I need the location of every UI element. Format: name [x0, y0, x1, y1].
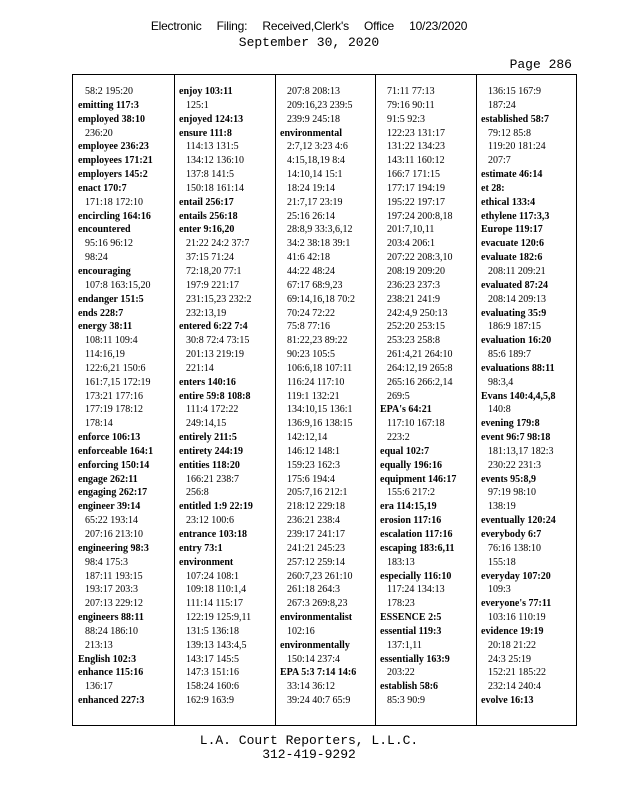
index-reference: 205:7,16 212:1	[287, 487, 348, 499]
index-reference: 30:8 72:4 73:15	[186, 335, 250, 347]
index-reference: 34:2 38:18 39:1	[287, 238, 351, 250]
index-reference: 131:5 136:18	[186, 625, 240, 637]
index-term: evaluations 88:11	[481, 362, 555, 374]
index-reference: 117:24 134:13	[387, 584, 445, 596]
index-term: emitting 117:3	[78, 99, 139, 111]
index-term: encouraging	[78, 265, 131, 277]
index-reference: 231:15,23 232:2	[186, 293, 252, 305]
index-reference: 201:13 219:19	[186, 349, 245, 361]
index-reference: 269:5	[387, 390, 410, 402]
index-reference: 107:8 163:15,20	[85, 279, 151, 291]
index-term: entirely 211:5	[179, 432, 237, 444]
index-term: engaging 262:17	[78, 487, 148, 499]
index-term: entail 256:17	[179, 196, 234, 208]
index-reference: 65:22 193:14	[85, 515, 139, 527]
index-reference: 122:6,21 150:6	[85, 362, 146, 374]
index-term: equipment 146:17	[380, 473, 457, 485]
index-reference: 116:24 117:10	[287, 376, 345, 388]
index-reference: 102:16	[287, 625, 315, 637]
index-reference: 181:13,17 182:3	[488, 445, 554, 457]
index-reference: 264:12,19 265:8	[387, 362, 453, 374]
index-reference: 207:8 208:13	[287, 86, 341, 97]
index-term: enforce 106:13	[78, 432, 141, 444]
index-reference: 207:7	[488, 155, 511, 167]
index-term: Evans 140:4,4,5,8	[481, 390, 556, 402]
index-reference: 97:19 98:10	[488, 487, 537, 499]
index-term: entirety 244:19	[179, 445, 243, 457]
index-reference: 142:12,14	[287, 432, 328, 444]
index-term: enhanced 227:3	[78, 695, 145, 707]
index-reference: 267:3 269:8,23	[287, 598, 348, 610]
filing-label: Filing:	[216, 19, 248, 33]
index-reference: 208:19 209:20	[387, 265, 446, 277]
filing-electronic: Electronic	[150, 19, 202, 33]
index-reference: 76:16 138:10	[488, 542, 542, 554]
index-reference: 41:6 42:18	[287, 252, 331, 264]
index-term: entities 118:20	[179, 459, 240, 471]
index-term: et 28:	[481, 182, 505, 194]
index-reference: 134:12 136:10	[186, 155, 245, 167]
index-reference: 178:23	[387, 598, 415, 610]
index-term: endanger 151:5	[78, 293, 144, 305]
index-term: EPA's 64:21	[380, 404, 432, 416]
index-reference: 193:17 203:3	[85, 584, 139, 596]
index-term: entire 59:8 108:8	[179, 390, 251, 402]
index-term: ensure 111:8	[179, 127, 232, 139]
index-term: enters 140:16	[179, 376, 236, 388]
index-reference: 155:6 217:2	[387, 487, 436, 499]
index-term: environmentalist	[280, 612, 353, 624]
filing-date: 10/23/2020	[409, 19, 468, 33]
index-reference: 147:3 151:16	[186, 667, 240, 679]
index-reference: 70:24 72:22	[287, 307, 336, 319]
index-column-1	[78, 85, 174, 708]
index-term: environmentally	[280, 639, 350, 651]
index-reference: 257:12 259:14	[287, 556, 346, 568]
index-term: encountered	[78, 224, 131, 236]
index-reference: 18:24 19:14	[287, 182, 336, 194]
column-divider	[275, 75, 276, 725]
index-term: everybody 6:7	[481, 529, 542, 540]
index-reference: 207:22 208:3,10	[387, 252, 453, 264]
index-term: escalation 117:16	[380, 529, 453, 540]
index-term: evacuate 120:6	[481, 238, 545, 250]
index-reference: 91:5 92:3	[387, 113, 426, 125]
index-term: engage 262:11	[78, 473, 138, 485]
index-reference: 166:7 171:15	[387, 169, 441, 181]
index-reference: 183:13	[387, 556, 415, 568]
index-reference: 221:14	[186, 362, 214, 374]
index-term: ESSENCE 2:5	[380, 612, 442, 624]
index-reference: 109:3	[488, 584, 511, 596]
index-reference: 122:23 131:17	[387, 127, 446, 139]
index-reference: 111:4 172:22	[186, 404, 239, 416]
index-reference: 39:24 40:7 65:9	[287, 695, 351, 707]
index-reference: 21:22 24:2 37:7	[186, 238, 250, 250]
index-reference: 140:8	[488, 404, 511, 416]
index-reference: 249:14,15	[186, 418, 227, 430]
index-reference: 136:17	[85, 681, 113, 693]
index-reference: 209:16,23 239:5	[287, 99, 353, 111]
index-reference: 79:16 90:11	[387, 99, 435, 111]
index-reference: 117:10 167:18	[387, 418, 445, 430]
filing-received: Received,Clerk's	[262, 19, 349, 33]
index-reference: 187:11 193:15	[85, 570, 143, 582]
index-term: establish 58:6	[380, 681, 439, 693]
index-reference: 253:23 258:8	[387, 335, 441, 347]
index-reference: 88:24 186:10	[85, 625, 139, 637]
index-term: evidence 19:19	[481, 625, 544, 637]
index-reference: 236:23 237:3	[387, 279, 441, 291]
index-reference: 137:8 141:5	[186, 169, 235, 181]
index-reference: 4:15,18,19 8:4	[287, 155, 346, 167]
index-reference: 75:8 77:16	[287, 321, 331, 333]
index-reference: 137:1,11	[387, 639, 422, 651]
index-term: Europe 119:17	[481, 224, 543, 236]
index-reference: 79:12 85:8	[488, 127, 532, 139]
index-reference: 252:20 253:15	[387, 321, 446, 333]
index-term: entered 6:22 7:4	[179, 321, 248, 333]
index-reference: 33:14 36:12	[287, 681, 336, 693]
index-reference: 14:10,14 15:1	[287, 169, 343, 181]
index-reference: 98:24	[85, 252, 108, 264]
index-term: environment	[179, 556, 234, 568]
index-reference: 28:8,9 33:3,6,12	[287, 224, 353, 236]
index-reference: 131:22 134:23	[387, 141, 446, 153]
index-reference: 207:16 213:10	[85, 529, 144, 540]
index-reference: 143:17 145:5	[186, 653, 240, 665]
index-term: equally 196:16	[380, 459, 442, 471]
index-reference: 150:14 237:4	[287, 653, 341, 665]
index-term: EPA 5:3 7:14 14:6	[280, 667, 357, 679]
index-term: everyday 107:20	[481, 570, 551, 582]
index-reference: 186:9 187:15	[488, 321, 542, 333]
index-reference: 256:8	[186, 487, 209, 499]
index-reference: 134:10,15 136:1	[287, 404, 353, 416]
reporter-phone: 312-419-9292	[262, 747, 356, 762]
index-reference: 67:17 68:9,23	[287, 279, 343, 291]
index-term: ethylene 117:3,3	[481, 210, 550, 222]
transcript-date: September 30, 2020	[238, 35, 380, 50]
index-reference: 208:14 209:13	[488, 293, 547, 305]
index-column-3	[280, 85, 376, 708]
index-term: English 102:3	[78, 653, 137, 665]
index-term: eventually 120:24	[481, 515, 556, 527]
index-reference: 261:18 264:3	[287, 584, 341, 596]
index-reference: 242:4,9 250:13	[387, 307, 448, 319]
index-reference: 107:24 108:1	[186, 570, 240, 582]
index-reference: 218:12 229:18	[287, 501, 346, 513]
index-reference: 178:14	[85, 418, 113, 430]
index-term: energy 38:11	[78, 321, 133, 333]
index-term: environmental	[280, 127, 343, 139]
index-reference: 98:4 175:3	[85, 556, 129, 568]
index-reference: 21:7,17 23:19	[287, 196, 343, 208]
index-reference: 232:13,19	[186, 307, 227, 319]
index-reference: 171:18 172:10	[85, 196, 144, 208]
filing-office: Office	[364, 19, 394, 33]
index-reference: 44:22 48:24	[287, 265, 336, 277]
page-number: Page 286	[509, 57, 572, 72]
index-reference: 158:24 160:6	[186, 681, 240, 693]
index-term: events 95:8,9	[481, 473, 536, 485]
index-reference: 103:16 110:19	[488, 612, 546, 624]
index-term: ends 228:7	[78, 307, 124, 319]
index-reference: 195:22 197:17	[387, 196, 446, 208]
index-term: especially 116:10	[380, 570, 452, 582]
index-reference: 106:6,18 107:11	[287, 362, 353, 374]
index-term: erosion 117:16	[380, 515, 442, 527]
index-reference: 201:7,10,11	[387, 224, 435, 236]
index-term: evolve 16:13	[481, 695, 534, 707]
index-term: employees 171:21	[78, 155, 153, 167]
index-column-2	[179, 85, 275, 708]
index-reference: 177:19 178:12	[85, 404, 144, 416]
index-reference: 71:11 77:13	[387, 86, 435, 97]
index-reference: 37:15 71:24	[186, 252, 235, 264]
index-reference: 161:7,15 172:19	[85, 376, 151, 388]
index-term: engineering 98:3	[78, 542, 149, 554]
index-reference: 24:3 25:19	[488, 653, 532, 665]
index-reference: 232:14 240:4	[488, 681, 542, 693]
index-reference: 25:16 26:14	[287, 210, 336, 222]
index-reference: 146:12 148:1	[287, 445, 341, 457]
index-reference: 114:13 131:5	[186, 141, 239, 153]
index-column-5	[481, 85, 577, 708]
index-term: evening 179:8	[481, 418, 540, 430]
index-reference: 236:20	[85, 127, 113, 139]
index-term: enforcing 150:14	[78, 459, 150, 471]
index-reference: 166:21 238:7	[186, 473, 240, 485]
index-term: entry 73:1	[179, 542, 223, 554]
index-reference: 72:18,20 77:1	[186, 265, 242, 277]
index-term: employers 145:2	[78, 169, 148, 181]
index-reference: 152:21 185:22	[488, 667, 547, 679]
index-reference: 85:6 189:7	[488, 349, 532, 361]
index-reference: 58:2 195:20	[85, 86, 134, 97]
index-reference: 20:18 21:22	[488, 639, 537, 651]
index-term: evaluate 182:6	[481, 252, 543, 264]
index-term: enjoyed 124:13	[179, 113, 244, 125]
index-term: essentially 163:9	[380, 653, 450, 665]
index-term: entails 256:18	[179, 210, 238, 222]
index-reference: 213:13	[85, 639, 113, 651]
index-term: employed 38:10	[78, 113, 145, 125]
index-reference: 95:16 96:12	[85, 238, 134, 250]
index-reference: 69:14,16,18 70:2	[287, 293, 356, 305]
index-reference: 23:12 100:6	[186, 515, 235, 527]
index-reference: 90:23 105:5	[287, 349, 336, 361]
index-reference: 162:9 163:9	[186, 695, 235, 707]
reporter-company: L.A. Court Reporters, L.L.C.	[199, 733, 419, 748]
index-term: enforceable 164:1	[78, 445, 154, 457]
index-reference: 2:7,12 3:23 4:6	[287, 141, 348, 153]
index-reference: 223:2	[387, 432, 410, 444]
index-term: engineers 88:11	[78, 612, 144, 624]
index-reference: 114:16,19	[85, 349, 125, 361]
index-term: enhance 115:16	[78, 667, 144, 679]
index-reference: 197:9 221:17	[186, 279, 240, 291]
index-reference: 111:14 115:17	[186, 598, 243, 610]
index-term: escaping 183:6,11	[380, 542, 455, 554]
index-reference: 175:6 194:4	[287, 473, 336, 485]
index-reference: 119:1 132:21	[287, 390, 340, 402]
index-term: encircling 164:16	[78, 210, 151, 222]
index-reference: 239:17 241:17	[287, 529, 346, 540]
index-reference: 81:22,23 89:22	[287, 335, 348, 347]
column-divider	[476, 75, 477, 725]
index-reference: 236:21 238:4	[287, 515, 341, 527]
index-reference: 177:17 194:19	[387, 182, 446, 194]
index-term: essential 119:3	[380, 625, 442, 637]
index-reference: 261:4,21 264:10	[387, 349, 453, 361]
index-reference: 203:4 206:1	[387, 238, 436, 250]
index-reference: 108:11 109:4	[85, 335, 138, 347]
index-reference: 208:11 209:21	[488, 265, 546, 277]
index-column-4	[380, 85, 476, 708]
index-term: event 96:7 98:18	[481, 432, 551, 444]
index-reference: 265:16 266:2,14	[387, 376, 453, 388]
index-reference: 119:20 181:24	[488, 141, 546, 153]
index-reference: 197:24 200:8,18	[387, 210, 453, 222]
index-reference: 138:19	[488, 501, 516, 513]
index-reference: 98:3,4	[488, 376, 514, 388]
index-reference: 150:18 161:14	[186, 182, 245, 194]
filing-header	[0, 19, 618, 33]
index-reference: 109:18 110:1,4	[186, 584, 247, 596]
index-reference: 85:3 90:9	[387, 695, 426, 707]
index-term: enter 9:16,20	[179, 224, 235, 236]
index-reference: 125:1	[186, 99, 209, 111]
index-term: estimate 46:14	[481, 169, 543, 181]
index-term: ethical 133:4	[481, 196, 536, 208]
index-term: enact 170:7	[78, 182, 127, 194]
index-reference: 187:24	[488, 99, 516, 111]
index-reference: 238:21 241:9	[387, 293, 441, 305]
index-reference: 155:18	[488, 556, 516, 568]
index-reference: 143:11 160:12	[387, 155, 445, 167]
index-reference: 230:22 231:3	[488, 459, 542, 471]
index-term: entrance 103:18	[179, 529, 248, 540]
index-reference: 136:9,16 138:15	[287, 418, 353, 430]
word-index-box	[72, 74, 577, 726]
index-reference: 207:13 229:12	[85, 598, 144, 610]
index-term: era 114:15,19	[380, 501, 437, 513]
column-divider	[174, 75, 175, 725]
index-term: established 58:7	[481, 113, 550, 125]
index-term: evaluated 87:24	[481, 279, 548, 291]
index-term: enjoy 103:11	[179, 86, 233, 97]
index-term: everyone's 77:11	[481, 598, 552, 610]
index-reference: 159:23 162:3	[287, 459, 341, 471]
index-reference: 136:15 167:9	[488, 86, 542, 97]
index-reference: 173:21 177:16	[85, 390, 144, 402]
index-reference: 260:7,23 261:10	[287, 570, 353, 582]
index-reference: 241:21 245:23	[287, 542, 346, 554]
index-term: equal 102:7	[380, 445, 430, 457]
index-term: evaluating 35:9	[481, 307, 547, 319]
index-reference: 139:13 143:4,5	[186, 639, 247, 651]
index-term: evaluation 16:20	[481, 335, 552, 347]
index-reference: 239:9 245:18	[287, 113, 341, 125]
index-term: employee 236:23	[78, 141, 149, 153]
index-term: engineer 39:14	[78, 501, 141, 513]
index-reference: 203:22	[387, 667, 415, 679]
index-term: entitled 1:9 22:19	[179, 501, 253, 513]
index-reference: 122:19 125:9,11	[186, 612, 252, 624]
